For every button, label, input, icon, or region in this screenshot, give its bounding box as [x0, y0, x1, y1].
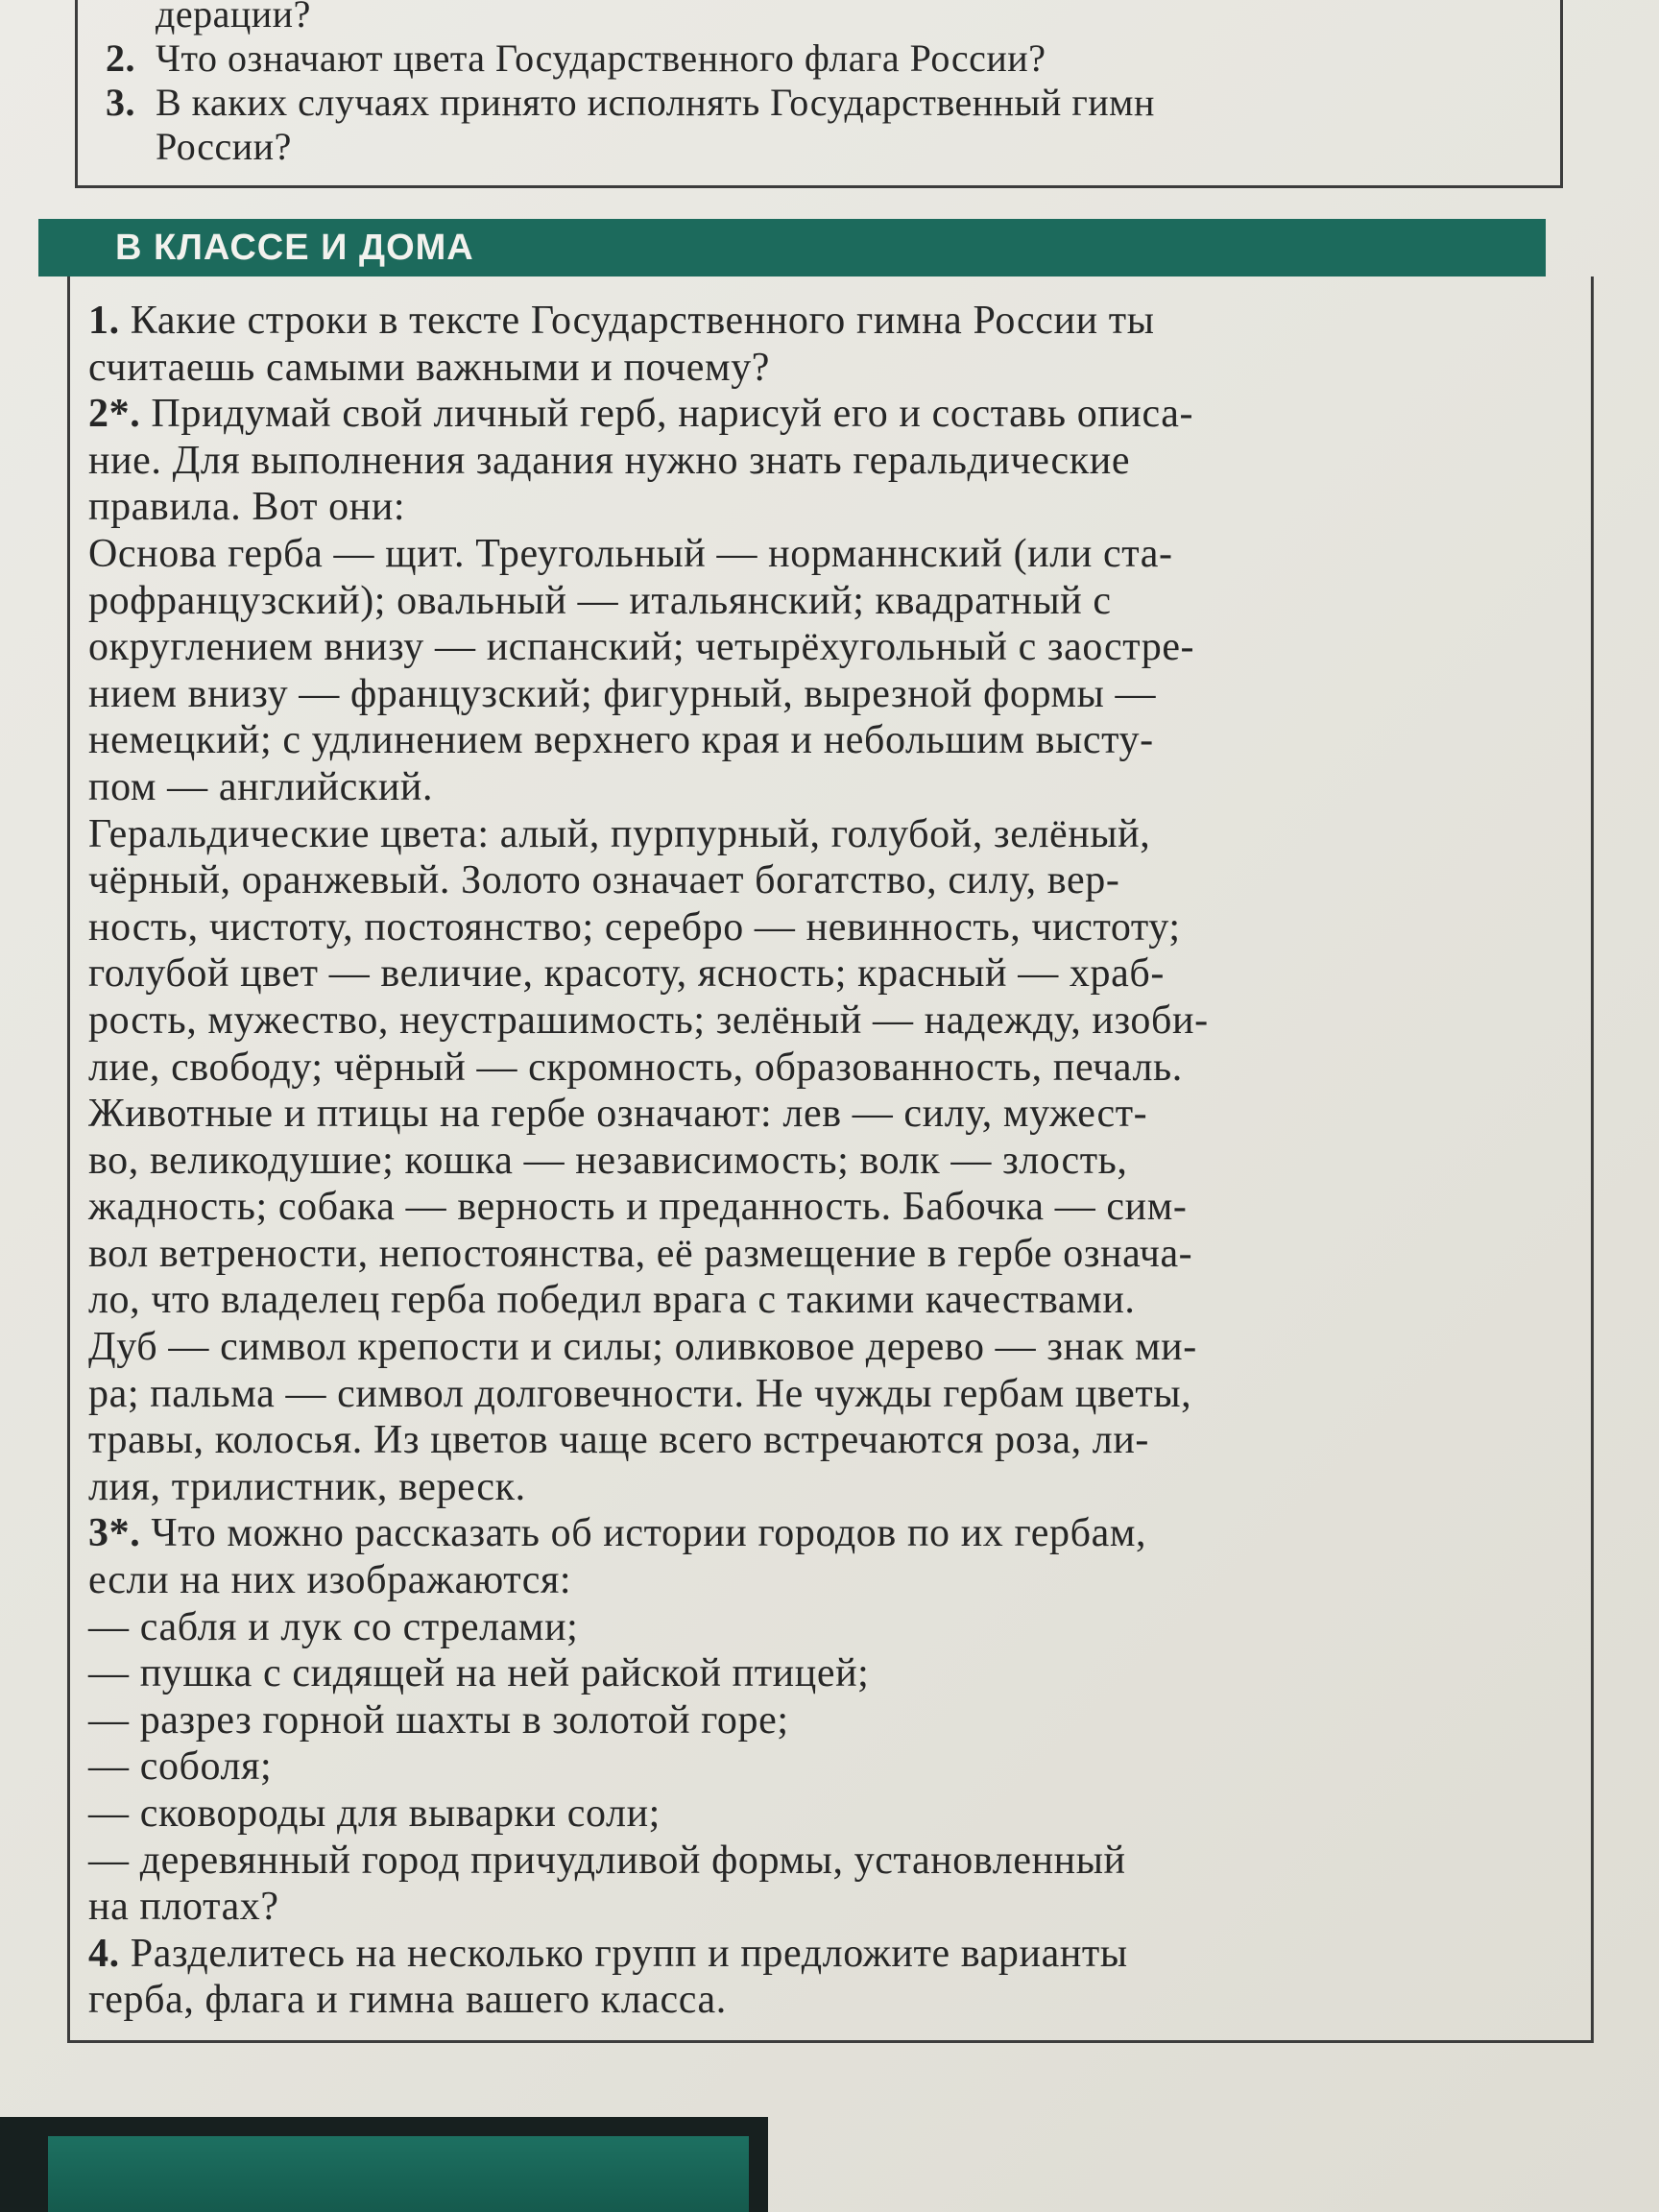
text-line — [88, 578, 1586, 625]
line-text: — пушка с сидящей на ней райской птицей; — [88, 1651, 870, 1696]
text-line — [88, 1417, 1586, 1464]
text-line — [88, 1931, 1586, 1978]
text-line — [88, 1977, 1586, 2024]
text-line — [88, 1650, 1586, 1697]
text-line — [88, 1184, 1586, 1231]
text-line — [88, 1138, 1586, 1185]
text-line — [88, 531, 1586, 578]
line-text: округлением внизу — испанский; четырёхугольный с заостре- — [88, 625, 1195, 670]
line-text: пом — английский. — [88, 764, 434, 809]
text-line — [88, 1277, 1586, 1324]
line-text: лия, трилистник, вереск. — [88, 1464, 526, 1509]
section-header: В КЛАССЕ И ДОМА — [38, 219, 1546, 276]
task-number: 4. — [88, 1931, 120, 1976]
line-text: лие, свободу; чёрный — скромность, образованность, печаль. — [88, 1045, 1183, 1090]
line-text: ло, что владелец герба победил врага с такими качествами. — [88, 1278, 1136, 1323]
text-line — [88, 950, 1586, 998]
text-line — [88, 1324, 1586, 1371]
text-line — [88, 998, 1586, 1045]
text-line — [88, 624, 1586, 671]
line-text: Основа герба — щит. Треугольный — норманнский (или ста- — [88, 531, 1173, 576]
line-text: на плотах? — [88, 1885, 279, 1930]
line-text: герба, флага и гимна вашего класса. — [88, 1978, 727, 2023]
line-text: немецкий; с удлинением верхнего края и небольшим высту- — [88, 718, 1154, 763]
task-number: 3*. — [88, 1511, 141, 1556]
line-text: Животные и птицы на гербе означают: лев — силу, мужест- — [88, 1092, 1148, 1137]
line-text: голубой цвет — величие, красоту, ясность; красный — храб- — [88, 951, 1165, 997]
line-text: ние. Для выполнения задания нужно знать геральдические — [88, 438, 1131, 483]
line-text: травы, колосья. Из цветов чаще всего встречаются роза, ли- — [88, 1418, 1150, 1463]
line-text: — деревянный город причудливой формы, установленный — [88, 1838, 1126, 1883]
text-line — [88, 391, 1586, 438]
line-text: Геральдические цвета: алый, пурпурный, голубой, зелёный, — [88, 811, 1151, 856]
line-text: Разделитесь на несколько групп и предложите варианты — [119, 1931, 1128, 1976]
task-number: 1. — [88, 299, 120, 343]
line-text: рость, мужество, неустрашимость; зелёный — надежду, изоби- — [88, 998, 1209, 1043]
line-text: ность, чистоту, постоянство; серебро — невинность, чистоту; — [88, 904, 1181, 950]
line-text: — сабля и лук со стрелами; — [88, 1604, 579, 1649]
line-text: Какие строки в тексте Государственного гимна России ты — [119, 299, 1155, 343]
text-line — [88, 1231, 1586, 1278]
text-line — [88, 1743, 1586, 1791]
text-line — [88, 764, 1586, 811]
exercise-text — [88, 298, 1586, 2024]
line-text: — соболя; — [88, 1744, 273, 1790]
line-text: во, великодушие; кошка — независимость; волк — злость, — [88, 1138, 1128, 1183]
line-text: Что можно рассказать об истории городов по их гербам, — [140, 1511, 1147, 1556]
line-text: чёрный, оранжевый. Золото означает богатство, силу, вер- — [88, 858, 1120, 903]
line-text: правила. Вот они: — [88, 485, 406, 530]
line-text: считаешь самыми важными и почему? — [88, 345, 771, 390]
text-line — [88, 1604, 1586, 1651]
text-line — [88, 484, 1586, 531]
text-line — [88, 1791, 1586, 1838]
line-text: рофранцузский); овальный — итальянский; квадратный с — [88, 578, 1112, 623]
line-text: ра; пальма — символ долговечности. Не чужды гербам цветы, — [88, 1371, 1192, 1416]
text-line — [88, 298, 1586, 345]
task-number: 2*. — [88, 392, 141, 437]
line-text: — сковороды для выварки соли; — [88, 1791, 661, 1836]
text-line — [88, 811, 1586, 858]
text-line — [88, 671, 1586, 718]
line-text: нием внизу — французский; фигурный, вырезной формы — — [88, 671, 1157, 716]
text-line — [88, 1697, 1586, 1744]
text-line — [88, 1510, 1586, 1557]
text-line — [88, 1838, 1586, 1885]
text-line — [88, 1371, 1586, 1418]
text-line — [88, 438, 1586, 485]
line-text: Дуб — символ крепости и силы; оливковое дерево — знак ми- — [88, 1325, 1197, 1370]
line-text: жадность; собака — верность и преданность. Бабочка — сим- — [88, 1185, 1188, 1230]
top-question-3: 3. В каких случаях принято исполнять Государственный гимн — [106, 81, 1155, 124]
text-line — [88, 857, 1586, 904]
text-line — [88, 1091, 1586, 1138]
corner-tab-accent — [48, 2136, 749, 2212]
text-line — [88, 1464, 1586, 1511]
text-line — [88, 904, 1586, 951]
top-question-2: 2. Что означают цвета Государственного флага России? — [106, 36, 1046, 80]
line-text: — разрез горной шахты в золотой горе; — [88, 1697, 789, 1743]
text-line — [88, 345, 1586, 392]
text-line — [88, 717, 1586, 764]
text-line — [88, 1557, 1586, 1604]
top-question-line: дерации? — [156, 0, 311, 36]
text-line — [88, 1884, 1586, 1931]
line-text: вол ветрености, непостоянства, её размещение в гербе означа- — [88, 1231, 1193, 1276]
line-text: если на них изображаются: — [88, 1558, 572, 1603]
top-question-3-cont: России? — [156, 125, 292, 168]
line-text: Придумай свой личный герб, нарисуй его и составь описа- — [140, 392, 1194, 437]
text-line — [88, 1045, 1586, 1092]
